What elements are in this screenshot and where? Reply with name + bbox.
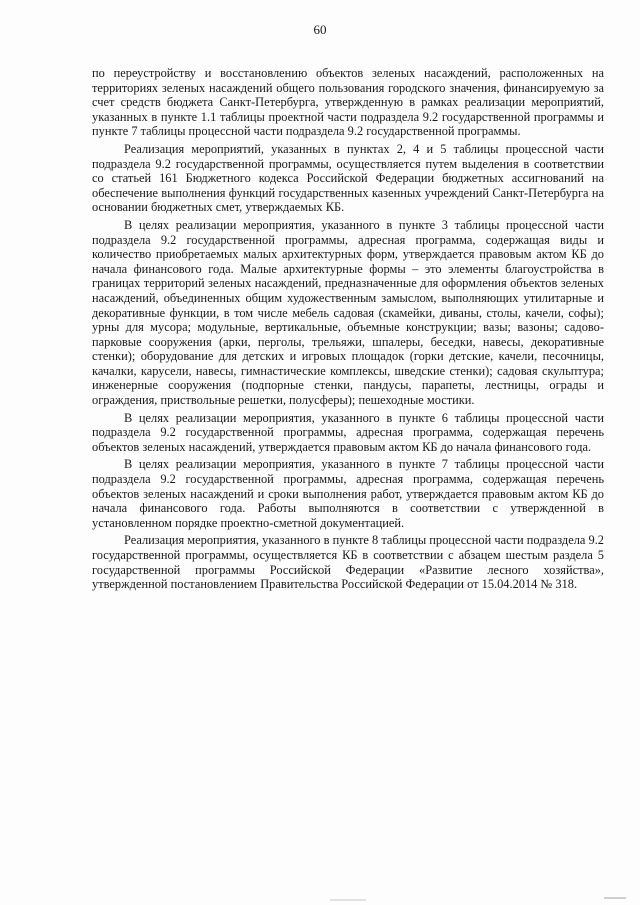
scan-artifact [330, 899, 366, 901]
paragraph-5: В целях реализации мероприятия, указанного в пункте 7 таблицы процессной части подраздела 9.2 государственной программы, адресная программа, содержащая перечень объектов зеленых насаждений и сроки выполнения работ, утверждается правовым актом КБ до начала финансового года. Работы выполняются в соответствии с утвержденной в установленном порядке проектно-сметной документацией. [92, 457, 604, 530]
document-body [92, 66, 604, 595]
paragraph-6: Реализация мероприятия, указанного в пункте 8 таблицы процессной части подраздела 9.2 государственной программы, осуществляется КБ в соответствии с абзацем шестым раздела 5 государственной программы Российской Федерации «Развитие лесного хозяйства», утвержденной постановлением Правительства Российской Федерации от 15.04.2014 № 318. [92, 533, 604, 592]
scan-artifact [604, 897, 626, 899]
paragraph-2: Реализация мероприятий, указанных в пунктах 2, 4 и 5 таблицы процессной части подраздела 9.2 государственной программы, осуществляется путем выделения в соответствии со статьей 161 Бюджетного кодекса Российской Федерации бюджетных ассигнований на обеспечение выполнения функций государственных казенных учреждений Санкт-Петербурга на основании бюджетных смет, утверждаемых КБ. [92, 141, 604, 215]
paragraph-4: В целях реализации мероприятия, указанного в пункте 6 таблицы процессной части подраздела 9.2 государственной программы, адресная программа, содержащая перечень объектов зеленых насаждений, утверждается правовым актом КБ до начала финансового года. [92, 410, 604, 454]
page-number: 60 [313, 22, 327, 37]
paragraph-3: В целях реализации мероприятия, указанного в пункте 3 таблицы процессной части подраздела 9.2 государственной программы, адресная программа, содержащая виды и количество приобретаемых малых архитектурных форм, утверждается правовым актом КБ до начала финансового года. Малые архитектурные формы – это элементы благоустройства в границах территорий зеленых насаждений, предназначенные для оформления объектов зеленых насаждений, объединенных общим художественным замыслом, выполняющих утилитарные и декоративные функции, в том числе мебель садовая (скамейки, диваны, столы, качели, софы); урны для мусора; модульные, вертикальные, объемные конструкции; вазы; вазоны; садово-парковые сооружения (арки, перголы, трельяжи, шпалеры, беседки, навесы, декоративные стенки); оборудование для детских и игровых площадок (горки детские, качели, песочницы, качалки, карусели, навесы, гимнастические комплексы, шведские стенки); садовая скульптура; инженерные сооружения (подпорные стенки, пандусы, парапеты, лестницы, ограды и ограждения, приствольные решетки, полусферы); пешеходные мостики. [92, 217, 604, 408]
paragraph-1: по переустройству и восстановлению объектов зеленых насаждений, расположенных на территориях зеленых насаждений общего пользования городского значения, финансируемую за счет средств бюджета Санкт-Петербурга, утвержденную в рамках реализации мероприятий, указанных в пункте 1.1 таблицы проектной части подраздела 9.2 государственной программы и пункте 7 таблицы процессной части подраздела 9.2 государственной программы. [92, 66, 604, 139]
